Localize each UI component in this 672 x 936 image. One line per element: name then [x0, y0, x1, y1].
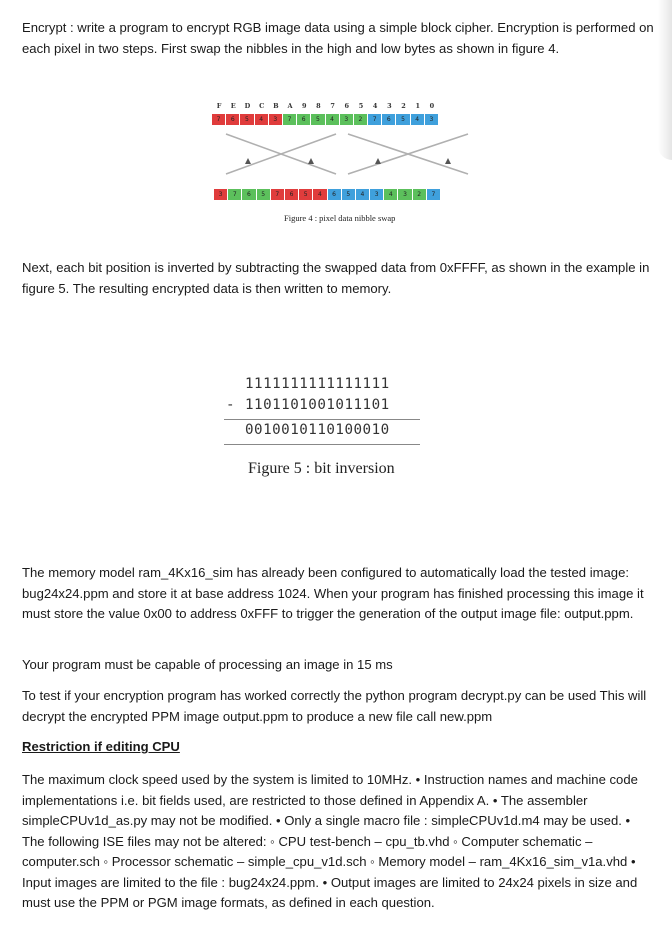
- swapped-nibble-cell: 4: [384, 189, 397, 200]
- bit-label: D: [244, 102, 251, 110]
- nibble-cell: 4: [326, 114, 339, 125]
- original-nibble-row: [212, 114, 439, 125]
- testing-paragraph: To test if your encryption program has worked correctly the python program decrypt.py can be used This will decrypt the encrypted PPM image output.ppm to produce a new file call new.ppm: [22, 688, 647, 724]
- bit-label: A: [287, 102, 293, 110]
- nibble-cell: 5: [240, 114, 253, 125]
- nibble-cell: 3: [425, 114, 438, 125]
- arrow-up-icon: [308, 158, 314, 164]
- swapped-nibble-cell: 6: [328, 189, 341, 200]
- bit-label: 9: [301, 102, 307, 110]
- nibble-cell: 6: [226, 114, 239, 125]
- bit-label: 4: [372, 102, 378, 110]
- bit-label: C: [259, 102, 265, 110]
- swapped-nibble-cell: 7: [271, 189, 284, 200]
- restriction-paragraph: The maximum clock speed used by the system is limited to 10MHz. • Instruction names and machine code implementations i.e. bit fields used, are restricted to those defined in Appendix A. • The assembler simpleCPUv1d_as.py may not be modified. • Only a single macro file : simpleCPUv1d.m4 may be used. • The following ISE files may not be altered: ◦ CPU test-bench – cpu_tb.vhd ◦ Computer schematic – computer.sch ◦ Processor schematic – simple_cpu_v1d.sch ◦ Memory model – ram_4Kx16_sim_v1a.vhd • Input images are limited to the file : bug24x24.ppm. • Output images are limited to 24x24 pixels in size and must use the PPM or PGM image formats, as defined in each question.: [22, 772, 638, 910]
- bit-position-labels: [212, 100, 439, 112]
- bit-label: F: [216, 102, 222, 110]
- swapped-nibble-cell: 5: [342, 189, 355, 200]
- nibble-cell: 7: [283, 114, 296, 125]
- swapped-nibble-cell: 3: [370, 189, 383, 200]
- nibble-cell: 7: [368, 114, 381, 125]
- figure-4: [212, 100, 484, 230]
- swapped-nibble-cell: 3: [398, 189, 411, 200]
- swapped-nibble-cell: 2: [413, 189, 426, 200]
- bit-label: 3: [387, 102, 392, 110]
- timing-paragraph: Your program must be capable of processing an image in 15 ms: [22, 657, 393, 672]
- swapped-nibble-row: [214, 189, 441, 200]
- nibble-cell: 3: [269, 114, 282, 125]
- restriction-heading: Restriction if editing CPU: [22, 739, 180, 754]
- figure-4-caption: Figure 4 : pixel data nibble swap: [284, 213, 396, 223]
- nibble-cell: 6: [297, 114, 310, 125]
- result-rule: [224, 444, 420, 445]
- bit-label: 7: [330, 102, 335, 110]
- swapped-nibble-cell: 6: [242, 189, 255, 200]
- bit-label: 8: [316, 102, 321, 110]
- bit-label: 5: [358, 102, 364, 110]
- figure-5-caption: Figure 5 : bit inversion: [248, 460, 395, 477]
- swapped-nibble-cell: 7: [228, 189, 241, 200]
- bit-label: 1: [415, 102, 420, 110]
- nibble-cell: 2: [354, 114, 367, 125]
- nibble-cell: 5: [311, 114, 324, 125]
- minus-sign: -: [226, 397, 236, 413]
- bit-label: 6: [344, 102, 350, 110]
- swapped-nibble-cell: 7: [427, 189, 440, 200]
- minuend-value: 1111111111111111: [245, 376, 390, 392]
- swapped-nibble-cell: 5: [299, 189, 312, 200]
- result-value: 0010010110100010: [245, 422, 390, 438]
- bit-label: E: [230, 102, 236, 110]
- swapped-nibble-cell: 6: [285, 189, 298, 200]
- nibble-cell: 3: [340, 114, 353, 125]
- nibble-cell: 4: [411, 114, 424, 125]
- swap-arrows-diagram: [212, 128, 484, 188]
- nibble-cell: 7: [212, 114, 225, 125]
- memory-paragraph: The memory model ram_4Kx16_sim has already been configured to automatically load the tested image: bug24x24.ppm and store it at base address 1024. When your program has finished processing this image it must store the value 0x00 to address 0xFFF to trigger the generation of the output image file: output.ppm.: [22, 565, 644, 621]
- arrow-up-icon: [375, 158, 381, 164]
- swapped-nibble-cell: 3: [214, 189, 227, 200]
- swapped-nibble-cell: 4: [313, 189, 326, 200]
- subtrahend-value: 1101101001011101: [245, 397, 390, 413]
- intro-paragraph: Encrypt : write a program to encrypt RGB image data using a simple block cipher. Encryption is performed on each pixel in two steps. First swap the nibbles in the high and low bytes as shown in figure 4.: [22, 20, 654, 56]
- inversion-paragraph: Next, each bit position is inverted by subtracting the swapped data from 0xFFFF, as shown in the example in figure 5. The resulting encrypted data is then written to memory.: [22, 260, 650, 296]
- swapped-nibble-cell: 4: [356, 189, 369, 200]
- arrow-up-icon: [445, 158, 451, 164]
- bit-label: 2: [401, 102, 406, 110]
- arrow-up-icon: [245, 158, 251, 164]
- nibble-cell: 5: [396, 114, 409, 125]
- scroll-shadow: [658, 0, 672, 160]
- nibble-cell: 6: [382, 114, 395, 125]
- nibble-cell: 4: [255, 114, 268, 125]
- bit-label: 0: [429, 102, 435, 110]
- bit-label: B: [273, 102, 279, 110]
- subtraction-rule: [224, 419, 420, 420]
- swapped-nibble-cell: 5: [257, 189, 270, 200]
